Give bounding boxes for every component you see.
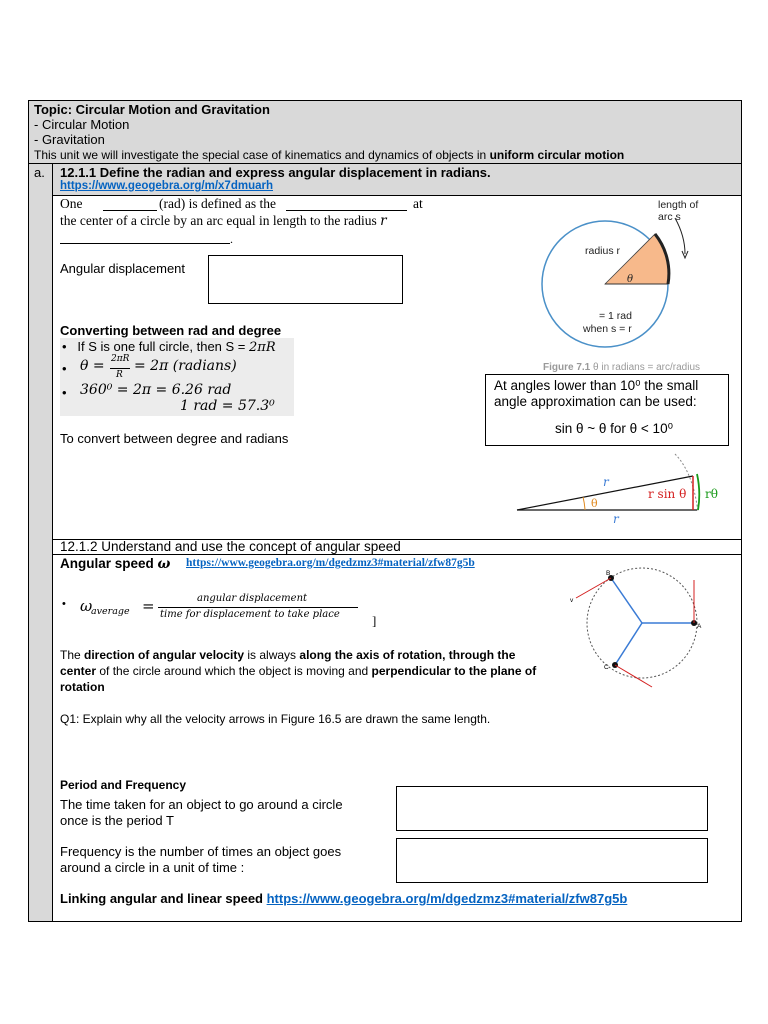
fig-caption-rest: θ in radians = arc/radius <box>590 362 701 373</box>
blank-definition-end[interactable] <box>60 243 230 244</box>
intro-prefix: This unit we will investigate the special case of kinematics and dynamics of objects in <box>34 148 490 162</box>
def-rad-text: (rad) is defined as the <box>159 196 276 211</box>
dir-6: of the circle around which the object is moving and <box>96 664 372 678</box>
wheel-label-c: C <box>604 664 609 671</box>
angular-speed-text: Angular speed <box>60 556 154 571</box>
fig-theta: θ <box>627 274 634 285</box>
period-l2: once is the period T <box>60 813 174 828</box>
dir-2: direction of angular velocity <box>84 648 245 662</box>
angular-displacement-answer-box[interactable] <box>208 255 403 304</box>
arc-pointer <box>675 218 685 254</box>
fig-caption <box>543 362 700 373</box>
bullet-1rad-text: 1 rad = 57.3⁰ <box>180 398 275 414</box>
formula-den: time for displacement to take place <box>160 609 340 620</box>
fig-caption-bold: Figure 7.1 <box>543 362 591 373</box>
freq-l1: Frequency is the number of times an object goes <box>60 844 342 859</box>
wheel-label-b: B <box>606 570 611 577</box>
intro-bold: uniform circular motion <box>489 148 625 162</box>
bullet-360-text: 360⁰ = 2π = 6.26 rad <box>80 382 232 398</box>
direction-paragraph <box>60 647 540 695</box>
bullet-360: • <box>62 385 67 400</box>
convert-heading: Converting between rad and degree <box>60 323 282 338</box>
bullet-full-circle: • If S is one full circle, then S = 2πR <box>62 339 276 355</box>
angular-speed-label <box>60 556 170 572</box>
def-period: . <box>230 232 233 246</box>
bullet-theta-den: R <box>116 370 123 380</box>
wheel-label-a: A <box>697 623 702 630</box>
def-r: r <box>380 213 387 229</box>
frequency-answer-box[interactable] <box>396 838 708 883</box>
formula-eq: = <box>142 597 155 615</box>
wheel-label-v: v <box>570 597 574 604</box>
formula-sub: average <box>91 606 130 617</box>
period-l1: The time taken for an object to go around a circle <box>60 797 343 812</box>
angular-speed-omega: ω <box>157 556 171 572</box>
period-answer-box[interactable] <box>396 786 708 831</box>
fig-eq2: when s = r <box>583 323 632 335</box>
bullet-theta: • <box>62 361 67 376</box>
blank-subtended[interactable] <box>286 210 407 211</box>
dir-5: center <box>60 664 97 678</box>
radian-definition-line1 <box>60 196 83 212</box>
dir-8: plane of rotation <box>60 664 537 694</box>
bullet-full-circle-math: 2πR <box>249 340 276 355</box>
small-angle-triangle <box>515 452 735 526</box>
convert-text: To convert between degree and radians <box>60 431 289 446</box>
bullet-theta-rhs: = 2π (radians) <box>134 358 237 374</box>
rotation-figure <box>566 566 714 696</box>
topic-title: Topic: Circular Motion and Gravitation <box>34 102 270 117</box>
formula-num: angular displacement <box>197 593 308 604</box>
def-one: One <box>60 196 83 211</box>
freq-l2: around a circle in a unit of time : <box>60 860 245 875</box>
geogebra-link-linking[interactable]: https://www.geogebra.org/m/dgedzmz3#material/zfw87g5b <box>266 891 628 906</box>
fig-eq1: = 1 rad <box>599 310 632 322</box>
dir-7: perpendicular to the <box>371 664 487 678</box>
radian-figure <box>535 196 741 374</box>
linking-heading <box>60 891 627 906</box>
fig-radius: radius r <box>585 245 621 257</box>
small-angle-l2: angle approximation can be used: <box>494 394 697 409</box>
bullet-full-circle-text: If S is one full circle, then S = <box>77 339 249 354</box>
topic-bullet-circular: - Circular Motion <box>34 117 130 132</box>
dir-3: is always <box>244 648 300 662</box>
geogebra-link-angular-speed[interactable]: https://www.geogebra.org/m/dgedzmz3#material/zfw87g5b <box>186 557 475 569</box>
tri-rsin: r sin θ <box>648 487 687 501</box>
def-line2: the center of a circle by an arc equal in length to the radius <box>60 213 377 228</box>
dir-1: The <box>60 648 85 662</box>
geogebra-link-radian[interactable]: https://www.geogebra.org/m/x7dmuarh <box>60 180 273 192</box>
angular-displacement-label: Angular displacement <box>60 261 186 276</box>
dir-4: along the axis of rotation, through the <box>299 648 516 662</box>
small-angle-formula: sin θ ~ θ for θ < 10⁰ <box>555 421 673 436</box>
tri-r-top: r <box>603 475 609 489</box>
intro-text <box>34 147 624 163</box>
small-angle-l1: At angles lower than 10⁰ the small <box>494 378 699 393</box>
bullet-theta-num: 2πR <box>111 354 130 364</box>
tri-r-bottom: r <box>613 512 619 526</box>
question-1: Q1: Explain why all the velocity arrows in Figure 16.5 are drawn the same length. <box>60 712 491 726</box>
tri-rtheta: rθ <box>705 487 718 501</box>
topic-bullet-gravitation: - Gravitation <box>34 132 105 147</box>
radian-definition-line2 <box>60 213 387 229</box>
linking-text: Linking angular and linear speed <box>60 891 267 906</box>
def-at-text: at <box>413 196 423 211</box>
bullet-theta-lhs: θ = <box>80 358 105 374</box>
blank-radian[interactable] <box>103 210 157 211</box>
period-heading: Period and Frequency <box>60 778 187 792</box>
tri-theta: θ <box>591 497 598 510</box>
fig-length-of: length of <box>658 199 699 211</box>
formula-omega: ω <box>80 597 93 615</box>
formula-bullet: • <box>62 598 66 610</box>
row-label-column <box>29 164 52 921</box>
row-label-a: a. <box>34 165 45 180</box>
section-b-title: 12.1.2 Understand and use the concept of angular speed <box>60 539 401 554</box>
fig-arc-s: arc s <box>658 211 681 223</box>
section-a-title: 12.1.1 Define the radian and express angular displacement in radians. <box>60 165 491 180</box>
formula-bracket: ] <box>372 613 377 628</box>
